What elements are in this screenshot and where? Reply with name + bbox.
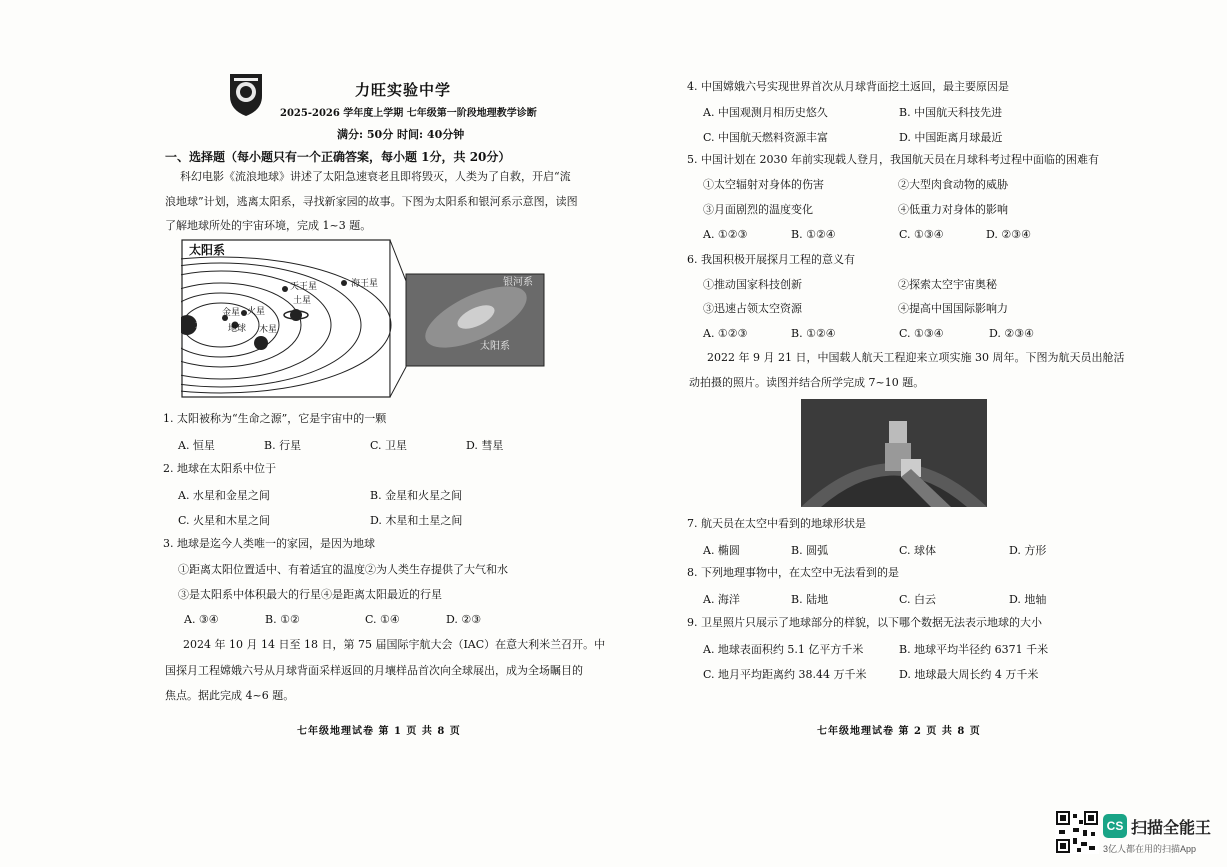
option: D. 中国距离月球最近 — [899, 131, 1003, 144]
statement-line: ①推动国家科技创新 — [703, 278, 802, 291]
qr-code-icon — [1055, 810, 1099, 854]
option: D. 方形 — [1009, 544, 1047, 557]
planet-label-saturn: 土星 — [293, 296, 312, 306]
statement-line: ④提高中国国际影响力 — [898, 302, 1008, 315]
option: A. 海洋 — [703, 593, 740, 606]
statement-line: ①距离太阳位置适中、有着适宜的温度②为人类生存提供了大气和水 — [178, 563, 508, 576]
option: D. 彗星 — [466, 439, 504, 452]
passage-line: 2024 年 10 月 14 日至 18 日，第 75 届国际宇航大会（IAC）在意大利米兰召开。中 — [183, 638, 606, 651]
exam-title: 2025-2026 学年度上学期 七年级第一阶段地理教学诊断 — [280, 108, 537, 119]
intro-line: 了解地球所处的宇宙环境，完成 1~3 题。 — [165, 219, 372, 232]
option: A. ①②③ — [703, 228, 748, 241]
option: C. 卫星 — [370, 439, 408, 452]
option: A. 恒星 — [178, 439, 215, 452]
intro-line: 浪地球”计划，逃离太阳系，寻找新家园的故事。下图为太阳系和银河系示意图，读图 — [165, 195, 578, 208]
option: B. 金星和火星之间 — [370, 489, 463, 502]
option: D. ②③ — [446, 613, 482, 626]
solar-system-label: 太阳系 — [189, 243, 226, 257]
option: A. ①②③ — [703, 327, 748, 340]
astronaut-photo — [801, 399, 987, 507]
option: D. 地轴 — [1009, 593, 1047, 606]
statement-line: ③是太阳系中体积最大的行星④是距离太阳最近的行星 — [178, 588, 442, 601]
score-time: 满分: 50分 时间: 40分钟 — [337, 128, 465, 141]
question-stem: 9. 卫星照片只展示了地球部分的样貌，以下哪个数据无法表示地球的大小 — [687, 616, 1042, 629]
statement-line: ④低重力对身体的影响 — [898, 203, 1008, 216]
statement-line: ②大型肉食动物的威胁 — [898, 178, 1008, 191]
intro-line: 科幻电影《流浪地球》讲述了太阳急速衰老且即将毁灭，人类为了自救，开启“流 — [180, 170, 571, 183]
question-stem: 1. 太阳被称为“生命之源”，它是宇宙中的一颗 — [163, 412, 387, 425]
option: B. 圆弧 — [791, 544, 829, 557]
option: D. ②③④ — [986, 228, 1032, 241]
statement-line: ②探索太空宇宙奥秘 — [898, 278, 997, 291]
option: A. 椭圆 — [703, 544, 740, 557]
footer-page-2: 七年级地理试卷 第 2 页 共 8 页 — [817, 726, 981, 737]
option: C. ①③④ — [899, 228, 944, 241]
school-name: 力旺实验中学 — [355, 81, 452, 99]
option: B. ①②④ — [791, 228, 836, 241]
scanner-app-name: 扫描全能王 — [1131, 820, 1212, 837]
statement-line: ①太空辐射对身体的伤害 — [703, 178, 824, 191]
passage-line: 2022 年 9 月 21 日，中国载人航天工程迎来立项实施 30 周年。下图为航天员出舱活 — [707, 351, 1125, 364]
question-stem: 2. 地球在太阳系中位于 — [163, 462, 276, 475]
option: C. 中国航天燃料资源丰富 — [703, 131, 829, 144]
option: A. 中国观测月相历史悠久 — [703, 106, 828, 119]
option: C. ①④ — [365, 613, 400, 626]
option: C. 球体 — [899, 544, 937, 557]
planet-label-neptune: 海王星 — [351, 279, 379, 289]
option: D. 地球最大周长约 4 万千米 — [899, 668, 1039, 681]
question-stem: 7. 航天员在太空中看到的地球形状是 — [687, 517, 866, 530]
question-stem: 3. 地球是迄今人类唯一的家园，是因为地球 — [163, 537, 375, 550]
question-stem: 6. 我国积极开展探月工程的意义有 — [687, 253, 855, 266]
option: C. 地月平均距离约 38.44 万千米 — [703, 668, 867, 681]
option: C. 火星和木星之间 — [178, 514, 271, 527]
planet-label-sun: 太阳 — [195, 320, 211, 329]
option: D. 木星和土星之间 — [370, 514, 463, 527]
scanner-tagline: 3亿人都在用的扫描App — [1103, 844, 1197, 854]
question-stem: 4. 中国嫦娥六号实现世界首次从月球背面挖土返回，最主要原因是 — [687, 80, 1009, 93]
option: B. 地球平均半径约 6371 千米 — [899, 643, 1049, 656]
option: A. 地球表面积约 5.1 亿平方千米 — [703, 643, 864, 656]
statement-line: ③月面剧烈的温度变化 — [703, 203, 813, 216]
camscanner-logo-icon: CS — [1103, 814, 1127, 838]
galaxy-label: 银河系 — [503, 277, 533, 288]
galaxy-solar-label: 太阳系 — [480, 341, 510, 352]
option: A. 水星和金星之间 — [178, 489, 270, 502]
option: C. 白云 — [899, 593, 937, 606]
statement-line: ③迅速占领太空资源 — [703, 302, 802, 315]
passage-line: 焦点。据此完成 4~6 题。 — [165, 689, 295, 702]
option: B. 行星 — [264, 439, 302, 452]
option: A. ③④ — [184, 613, 219, 626]
planet-label-mars: 火星 — [247, 307, 266, 317]
planet-label-jupiter: 木星 — [259, 325, 278, 335]
option: B. 中国航天科技先进 — [899, 106, 1003, 119]
planet-label-uranus: 天王星 — [290, 282, 318, 292]
option: B. ①②④ — [791, 327, 836, 340]
passage-line: 国探月工程嫦娥六号从月球背面采样返回的月壤样品首次向全球展出，成为全场瞩目的 — [165, 664, 583, 677]
option: C. ①③④ — [899, 327, 944, 340]
option: B. 陆地 — [791, 593, 829, 606]
passage-line: 动拍摄的照片。读图并结合所学完成 7~10 题。 — [689, 376, 925, 389]
footer-page-1: 七年级地理试卷 第 1 页 共 8 页 — [297, 726, 461, 737]
section-heading: 一、选择题（每小题只有一个正确答案，每小题 1分，共 20分） — [165, 150, 511, 164]
option: D. ②③④ — [989, 327, 1035, 340]
planet-label-earth: 地球 — [228, 324, 247, 334]
question-stem: 8. 下列地理事物中，在太空中无法看到的是 — [687, 566, 899, 579]
planet-label-venus: 金星 — [222, 308, 241, 318]
option: B. ①② — [265, 613, 300, 626]
school-emblem-icon — [226, 70, 266, 118]
question-stem: 5. 中国计划在 2030 年前实现载人登月，我国航天员在月球科考过程中面临的困难有 — [687, 153, 1099, 166]
